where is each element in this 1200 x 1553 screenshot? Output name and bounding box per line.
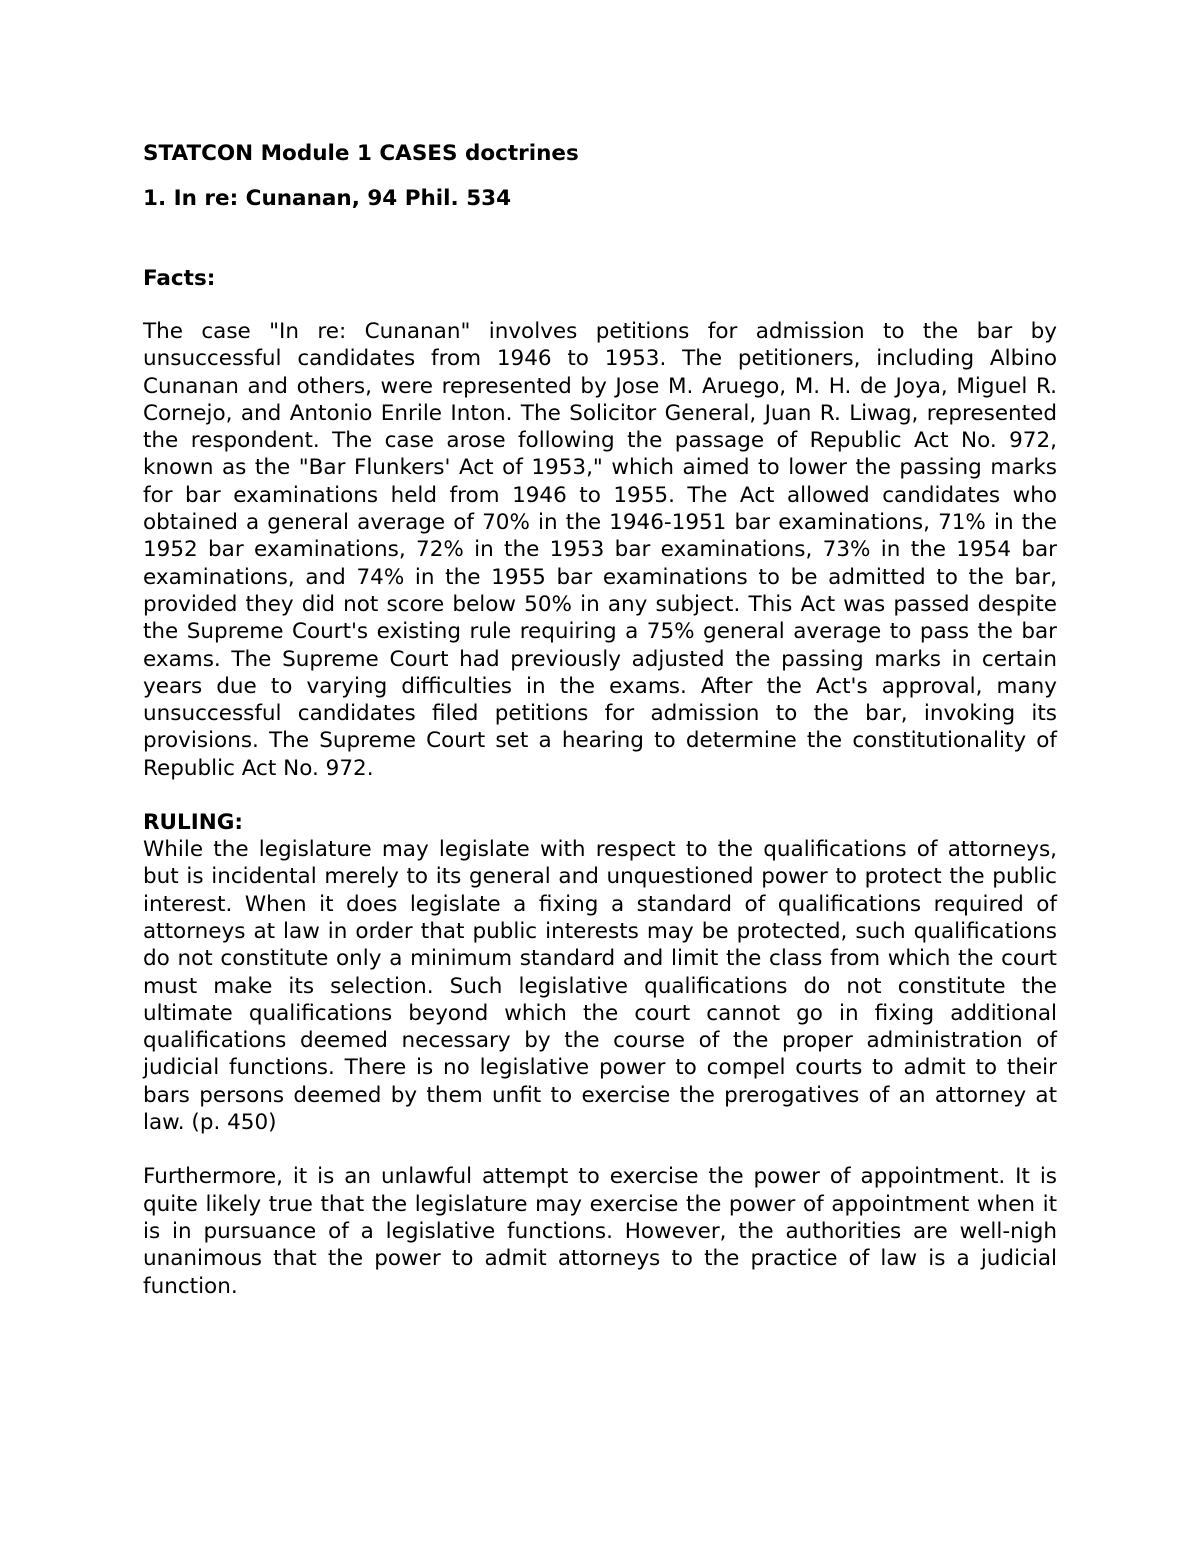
ruling-label: RULING:	[143, 810, 243, 836]
document-page	[143, 140, 1057, 1300]
furthermore-paragraph: Furthermore, it is an unlawful attempt to exercise the power of appointment. It is quite likely true that the legislature may exercise the power of appointment when it is in pursuance of a legislative functions. However, the authorities are well-nigh unanimous that the power to admit attorneys to the practice of law is a judicial function.	[143, 1164, 1057, 1299]
case-heading: 1. In re: Cunanan, 94 Phil. 534	[143, 186, 512, 211]
facts-paragraph: The case "In re: Cunanan" involves petitions for admission to the bar by unsuccessful candidates from 1946 to 1953. The petitioners, including Albino Cunanan and others, were represented by Jose M. Aruego, M. H. de Joya, Miguel R. Cornejo, and Antonio Enrile Inton. The Solicitor General, Juan R. Liwag, represented the respondent. The case arose following the passage of Republic Act No. 972, known as the "Bar Flunkers' Act of 1953," which aimed to lower the passing marks for bar examinations held from 1946 to 1955. The Act allowed candidates who obtained a general average of 70% in the 1946-1951 bar examinations, 71% in the 1952 bar examinations, 72% in the 1953 bar examinations, 73% in the 1954 bar examinations, and 74% in the 1955 bar examinations to be admitted to the bar, provided they did not score below 50% in any subject. This Act was passed despite the Supreme Court's existing rule requiring a 75% general average to pass the bar exams. The Supreme Court had previously adjusted the passing marks in certain years due to varying difficulties in the exams. After the Act's approval, many unsuccessful candidates filed petitions for admission to the bar, invoking its provisions. The Supreme Court set a hearing to determine the constitutionality of Republic Act No. 972.	[143, 319, 1057, 781]
ruling-paragraph: While the legislature may legislate with respect to the qualifications of attorneys, but is incidental merely to its general and unquestioned power to protect the public interest. When it does legislate a fixing a standard of qualifications required of attorneys at law in order that public interests may be protected, such qualifications do not constitute only a minimum standard and limit the class from which the court must make its selection. Such legislative qualifications do not constitute the ultimate qualifications beyond which the court cannot go in fixing additional qualifications deemed necessary by the course of the proper administration of judicial functions. There is no legislative power to compel courts to admit to their bars persons deemed by them unfit to exercise the prerogatives of an attorney at law. (p. 450)	[143, 837, 1057, 1136]
facts-label: Facts:	[143, 266, 216, 291]
document-title: STATCON Module 1 CASES doctrines	[143, 141, 579, 166]
